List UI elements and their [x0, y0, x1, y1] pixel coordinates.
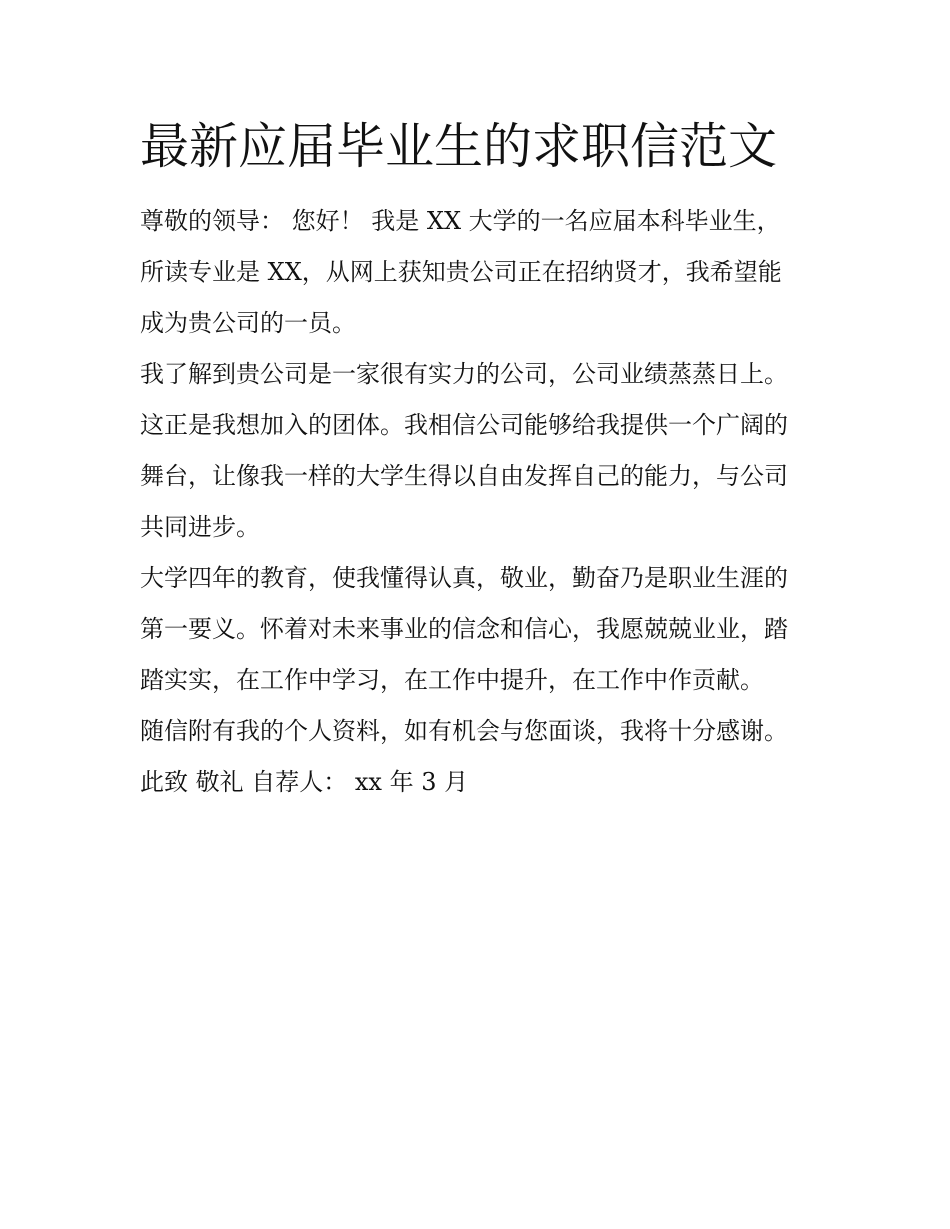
document-title: 最新应届毕业生的求职信范文: [140, 118, 778, 175]
body-line-3: 成为贵公司的一员。: [140, 309, 356, 337]
body-line-7: 共同进步。: [140, 513, 260, 541]
body-line-10: 踏实实，在工作中学习，在工作中提升，在工作中作贡献。: [140, 666, 764, 694]
body-line-1: 尊敬的领导： 您好！ 我是 XX 大学的一名应届本科毕业生，: [140, 207, 781, 235]
body-line-6: 舞台，让像我一样的大学生得以自由发挥自己的能力，与公司: [140, 462, 788, 490]
body-line-5: 这正是我想加入的团体。我相信公司能够给我提供一个广阔的: [140, 411, 788, 439]
body-line-11: 随信附有我的个人资料，如有机会与您面谈，我将十分感谢。: [140, 717, 788, 745]
body-line-8: 大学四年的教育，使我懂得认真，敬业，勤奋乃是职业生涯的: [140, 564, 788, 592]
body-line-2: 所读专业是 XX，从网上获知贵公司正在招纳贤才，我希望能: [140, 258, 782, 286]
document-body: [140, 196, 840, 808]
body-line-12: 此致 敬礼 自荐人： xx 年 3 月: [140, 768, 469, 796]
body-line-9: 第一要义。怀着对未来事业的信念和信心，我愿兢兢业业，踏: [140, 615, 788, 643]
body-line-4: 我了解到贵公司是一家很有实力的公司，公司业绩蒸蒸日上。: [140, 360, 788, 388]
